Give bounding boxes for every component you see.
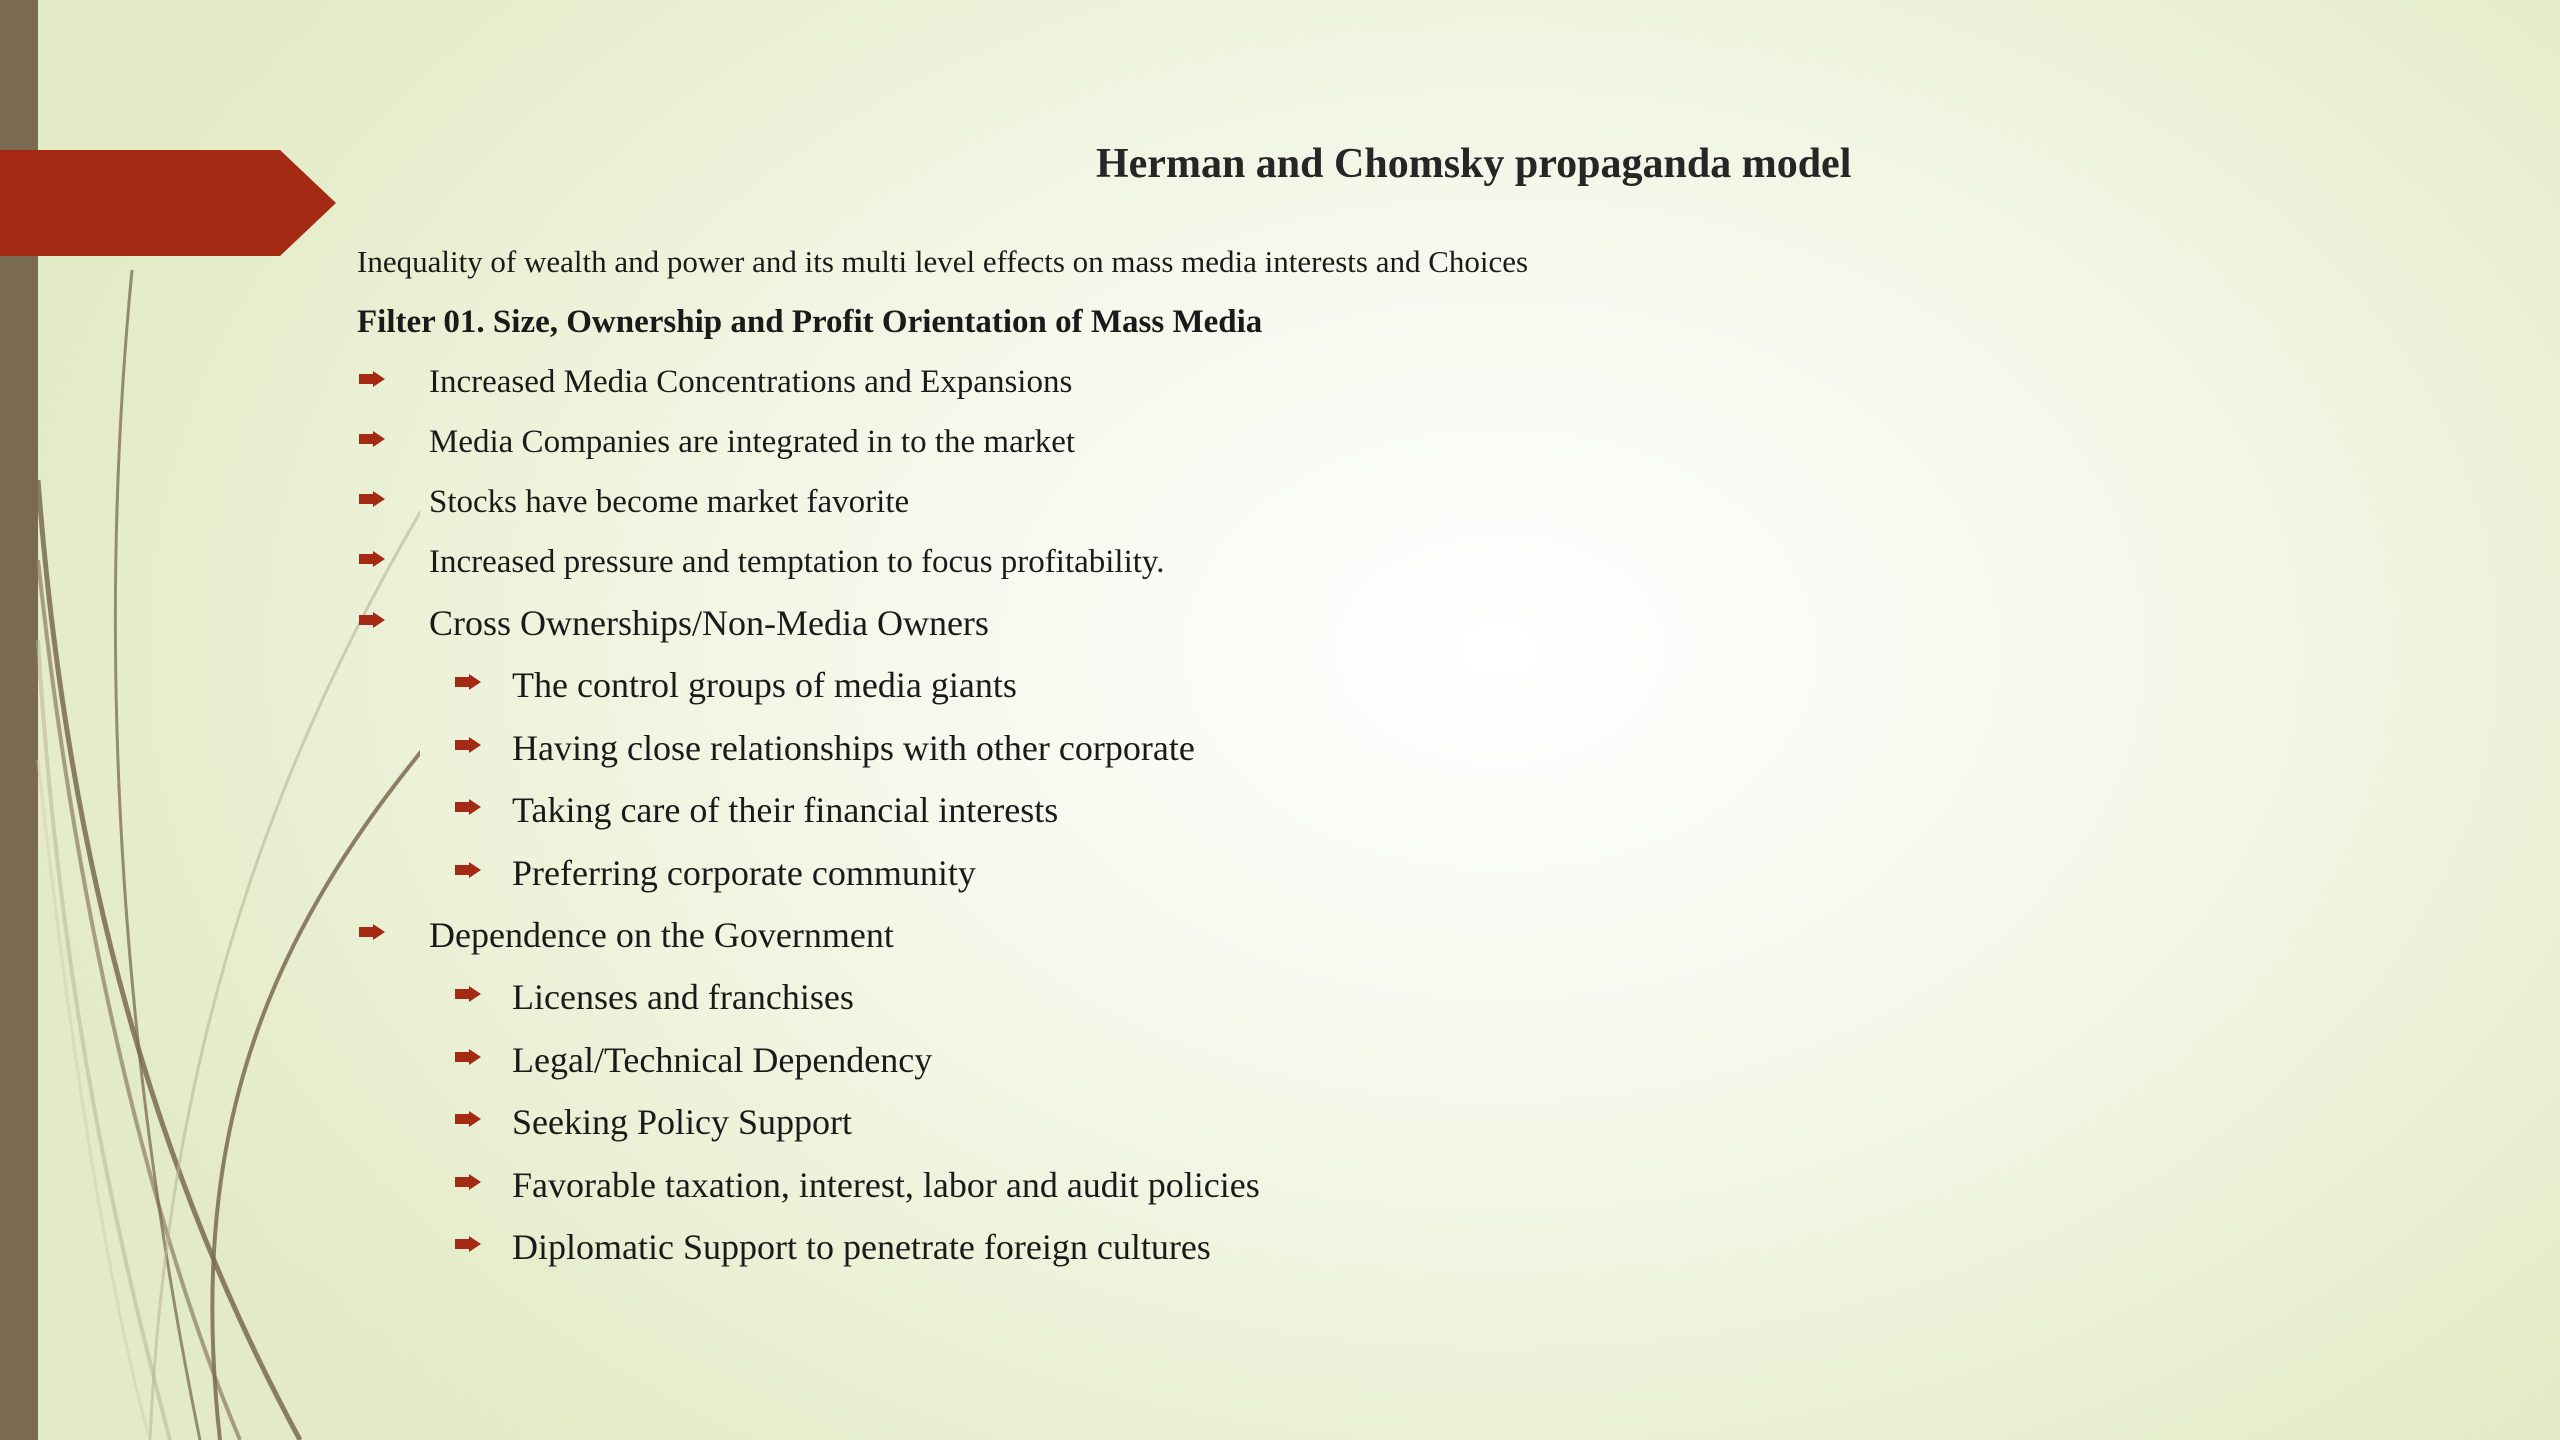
title-banner-arrow <box>0 150 336 256</box>
bullet-text: Cross Ownerships/Non-Media Owners <box>429 603 989 643</box>
sub-bullet-text: The control groups of media giants <box>512 665 1017 705</box>
sub-bullet-text: Legal/Technical Dependency <box>512 1039 933 1080</box>
sub-bullet-item <box>357 1029 2257 1092</box>
intro-text: Inequality of wealth and power and its multi level effects on mass media interests and Choices <box>357 244 1529 279</box>
arrow-bullet-icon <box>455 986 481 1002</box>
sub-bullet-item <box>357 1091 2257 1154</box>
sub-bullet-text: Diplomatic Support to penetrate foreign cultures <box>512 1227 1211 1267</box>
bullet-text: Stocks have become market favorite <box>429 484 910 520</box>
arrow-bullet-icon <box>359 612 385 628</box>
sub-bullet-item <box>357 717 2257 780</box>
sub-bullet-text: Licenses and franchises <box>512 977 854 1017</box>
arrow-bullet-icon <box>455 737 481 753</box>
sub-bullet-item <box>357 1154 2257 1217</box>
bullet-item <box>357 352 2257 412</box>
sub-bullet-item <box>357 779 2257 842</box>
bullet-text: Increased pressure and temptation to focus profitability. <box>429 544 1165 580</box>
sub-bullet-item <box>357 654 2257 717</box>
sub-bullet-item <box>357 966 2257 1029</box>
sub-bullet-text: Favorable taxation, interest, labor and audit policies <box>512 1164 1260 1205</box>
bullet-item <box>357 532 2257 592</box>
arrow-bullet-icon <box>455 1111 481 1127</box>
arrow-bullet-icon <box>455 1049 481 1065</box>
arrow-bullet-icon <box>455 862 481 878</box>
sub-bullet-text: Seeking Policy Support <box>512 1102 852 1142</box>
arrow-bullet-icon <box>359 371 385 387</box>
sub-bullet-text: Preferring corporate community <box>512 852 976 893</box>
slide-content <box>357 232 2257 1279</box>
bullet-text: Dependence on the Government <box>429 915 894 955</box>
sub-bullet-text: Taking care of their financial interests <box>512 790 1059 830</box>
sub-bullet-item <box>357 1216 2257 1279</box>
sub-bullet-text: Having close relationships with other corporate <box>512 727 1195 768</box>
bullet-item-cross-ownership <box>357 592 2257 654</box>
bullet-text: Media Companies are integrated in to the market <box>429 424 1076 460</box>
arrow-bullet-icon <box>359 491 385 507</box>
filter-heading: Filter 01. Size, Ownership and Profit Orientation of Mass Media <box>357 304 1263 340</box>
arrow-bullet-icon <box>359 924 385 940</box>
bullet-item-government <box>357 904 2257 966</box>
arrow-bullet-icon <box>455 1174 481 1190</box>
arrow-bullet-icon <box>359 431 385 447</box>
bullet-text: Increased Media Concentrations and Expansions <box>429 364 1073 400</box>
bullet-item <box>357 412 2257 472</box>
arrow-bullet-icon <box>455 674 481 690</box>
arrow-bullet-icon <box>359 551 385 567</box>
arrow-bullet-icon <box>455 1236 481 1252</box>
bullet-item <box>357 472 2257 532</box>
slide-title: Herman and Chomsky propaganda model <box>1096 141 1852 187</box>
sub-bullet-item <box>357 842 2257 905</box>
arrow-bullet-icon <box>455 799 481 815</box>
